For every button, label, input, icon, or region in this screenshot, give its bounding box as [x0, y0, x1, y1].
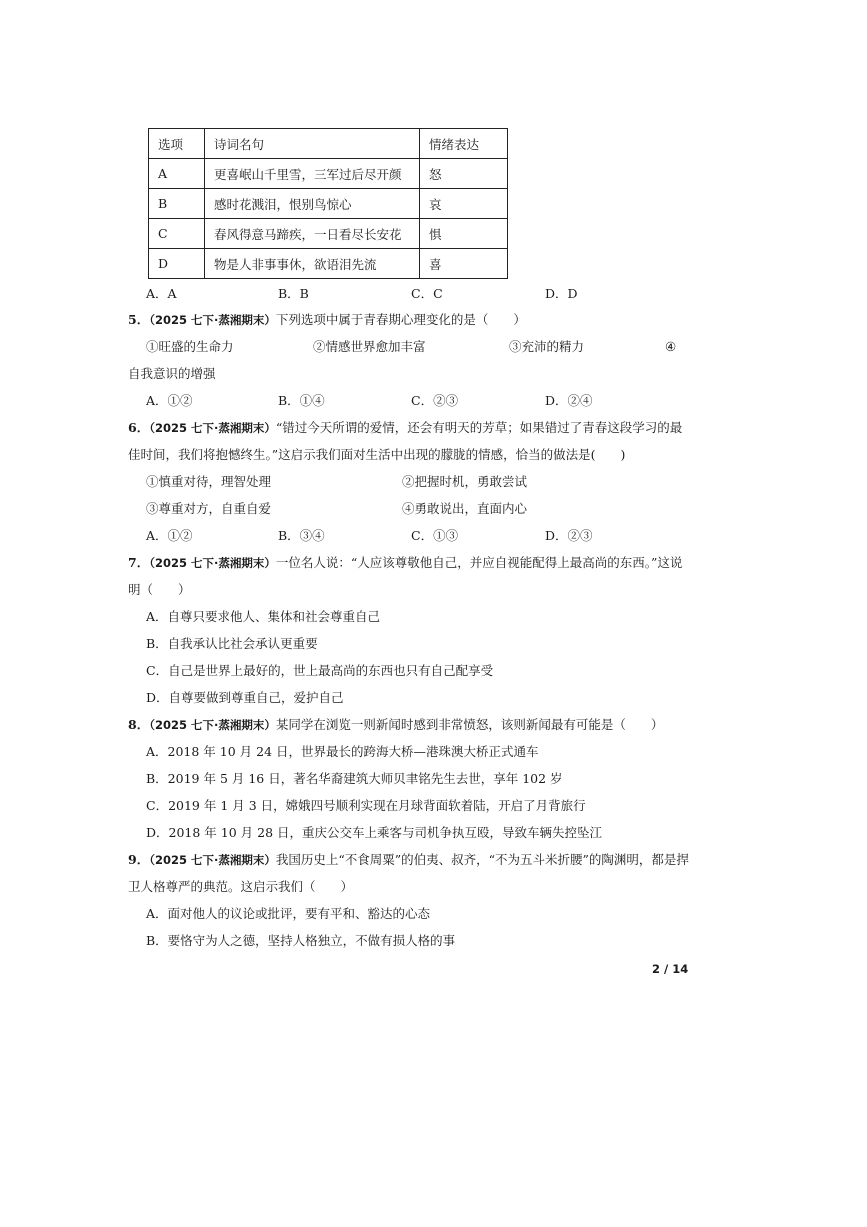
q7-stem-line2: 明（ ） [128, 582, 191, 597]
q8-option-c: C．2019 年 1 月 3 日，嫦娥四号顺利实现在月球背面软着陆，开启了月背旅行 [146, 798, 586, 813]
question-source: （2025 七下·蒸湘期末） [149, 718, 276, 732]
question-number: 6． [128, 420, 150, 435]
q6-item-1: ①慎重对待，理智处理 [146, 474, 272, 489]
table-cell: 感时花溅泪，恨别鸟惊心 [205, 189, 420, 219]
table-cell: 更喜岷山千里雪，三军过后尽开颜 [205, 159, 420, 189]
table-header-cell: 诗词名句 [205, 129, 420, 159]
q5-option-c: C．②③ [411, 393, 459, 408]
question-text: “错过今天所谓的爱情，还会有明天的芳草；如果错过了青春这段学习的最 [275, 420, 683, 435]
table-cell: 春风得意马蹄疾，一日看尽长安花 [205, 219, 420, 249]
q5-option-d: D．②④ [545, 393, 593, 408]
table-cell: 物是人非事事休，欲语泪先流 [205, 249, 420, 279]
q8-option-b: B．2019 年 5 月 16 日，著名华裔建筑大师贝聿铭先生去世，享年 102 岁 [146, 771, 563, 786]
q7-option-d: D．自尊要做到尊重自己，爱护自己 [146, 690, 344, 705]
table-cell: D [149, 249, 205, 279]
q8-stem [128, 717, 663, 733]
q5-stem [128, 312, 526, 328]
table-header-row [149, 129, 508, 159]
q5-item-4-cont: 自我意识的增强 [128, 366, 216, 381]
q5-option-a: A．①② [146, 393, 193, 408]
q5-option-b: B．①④ [278, 393, 325, 408]
question-text: 一位名人说：“人应该尊敬他自己，并应自视能配得上最高尚的东西。”这说 [275, 555, 683, 570]
q6-option-c: C．①③ [411, 528, 459, 543]
table-header-cell: 选项 [149, 129, 205, 159]
question-number: 5． [128, 312, 150, 327]
q9-stem-line1 [128, 852, 689, 868]
q5-item-2: ②情感世界愈加丰富 [313, 339, 426, 354]
question-text: 下列选项中属于青春期心理变化的是（ ） [275, 312, 526, 327]
q5-item-1: ①旺盛的生命力 [146, 339, 234, 354]
table-row [149, 159, 508, 189]
table-row [149, 219, 508, 249]
question-source: （2025 七下·蒸湘期末） [149, 556, 276, 570]
q6-item-3: ③尊重对方，自重自爱 [146, 501, 272, 516]
q4-option-d: D．D [545, 286, 578, 301]
q9-option-b: B．要恪守为人之德，坚持人格独立，不做有损人格的事 [146, 933, 456, 948]
q8-option-a: A．2018 年 10 月 24 日，世界最长的跨海大桥—港珠澳大桥正式通车 [146, 744, 539, 759]
q5-item-3: ③充沛的精力 [509, 339, 585, 354]
table-cell: 怒 [420, 159, 508, 189]
q4-option-b: B．B [278, 286, 309, 301]
q6-item-4: ④勇敢说出，直面内心 [402, 501, 528, 516]
table-cell: 喜 [420, 249, 508, 279]
question-number: 8． [128, 717, 150, 732]
q7-option-c: C．自己是世界上最好的，世上最高尚的东西也只有自己配享受 [146, 663, 494, 678]
table-cell: B [149, 189, 205, 219]
table-row [149, 249, 508, 279]
table-row [149, 189, 508, 219]
q9-option-a: A．面对他人的议论或批评，要有平和、豁达的心态 [146, 906, 431, 921]
table-cell: A [149, 159, 205, 189]
q6-option-a: A．①② [146, 528, 193, 543]
question-number: 7． [128, 555, 150, 570]
q4-option-c: C．C [411, 286, 443, 301]
table-cell: 惧 [420, 219, 508, 249]
q6-item-2: ②把握时机，勇敢尝试 [402, 474, 528, 489]
table-header-cell: 情绪表达 [420, 129, 508, 159]
question-text: 我国历史上“不食周粟”的伯夷、叔齐，“不为五斗米折腰”的陶渊明，都是捍 [275, 852, 689, 867]
q5-item-4: ④ [665, 339, 677, 354]
q7-option-b: B．自我承认比社会承认更重要 [146, 636, 318, 651]
question-source: （2025 七下·蒸湘期末） [149, 313, 276, 327]
q4-option-a: A．A [146, 286, 177, 301]
q9-stem-line2: 卫人格尊严的典范。这启示我们（ ） [128, 879, 354, 894]
q6-stem-line2: 佳时间，我们将抱憾终生。”这启示我们面对生活中出现的朦胧的情感，恰当的做法是( ) [128, 447, 626, 462]
table-cell: 哀 [420, 189, 508, 219]
q6-stem-line1 [128, 420, 682, 436]
q7-option-a: A．自尊只要求他人、集体和社会尊重自己 [146, 609, 381, 624]
table-cell: C [149, 219, 205, 249]
poem-emotion-table [148, 128, 508, 279]
question-source: （2025 七下·蒸湘期末） [149, 853, 276, 867]
q8-option-d: D．2018 年 10 月 28 日，重庆公交车上乘客与司机争执互殴，导致车辆失控坠江 [146, 825, 603, 840]
q6-option-b: B．③④ [278, 528, 325, 543]
q7-stem-line1 [128, 555, 682, 571]
q6-option-d: D．②③ [545, 528, 593, 543]
question-source: （2025 七下·蒸湘期末） [149, 421, 276, 435]
question-number: 9． [128, 852, 150, 867]
question-text: 某同学在浏览一则新闻时感到非常愤怒，该则新闻最有可能是（ ） [275, 717, 664, 732]
page-number: 2 / 14 [652, 962, 689, 976]
